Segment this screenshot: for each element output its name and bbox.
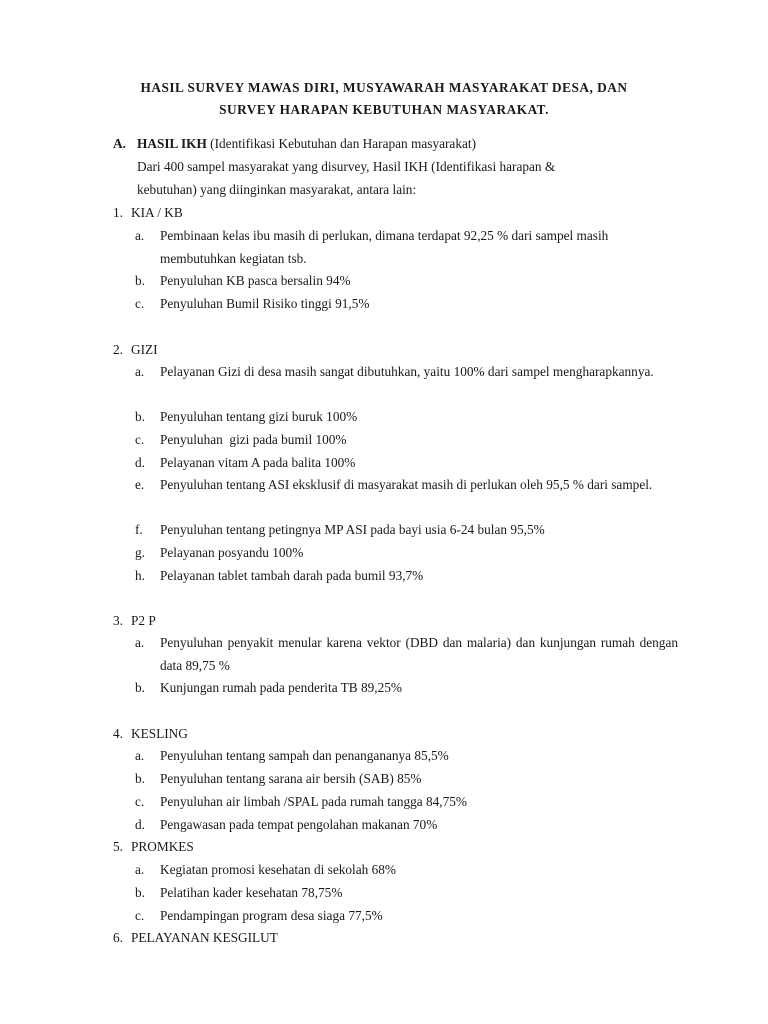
section-title: PELAYANAN KESGILUT <box>131 930 278 945</box>
section-number: 3. <box>113 613 123 628</box>
title-line-2: SURVEY HARAPAN KEBUTUHAN MASYARAKAT. <box>219 102 549 117</box>
section-heading-promkes <box>113 836 194 859</box>
section-a-letter: A. <box>113 136 126 151</box>
item-text: Pelatihan kader kesehatan 78,75% <box>160 885 343 900</box>
document-title <box>100 77 668 121</box>
item-letter: a. <box>135 635 145 650</box>
section-a-intro <box>137 156 607 201</box>
item-letter: d. <box>135 455 145 470</box>
section-heading-p2p <box>113 610 156 633</box>
title-line-1: HASIL SURVEY MAWAS DIRI, MUSYAWARAH MASYARAKAT DESA, DAN <box>140 80 628 95</box>
item-text: Pengawasan pada tempat pengolahan makanan 70% <box>160 817 438 832</box>
item-text: Penyuluhan tentang sampah dan penangananya 85,5% <box>160 748 449 763</box>
section-a-title <box>137 133 476 156</box>
item-text: Penyuluhan air limbah /SPAL pada rumah tangga 84,75% <box>160 794 468 809</box>
item-letter: a. <box>135 862 145 877</box>
item-letter: c. <box>135 296 145 311</box>
intro-line-2: kebutuhan) yang diinginkan masyarakat, antara lain: <box>137 181 417 197</box>
section-number: 6. <box>113 930 123 945</box>
item-text: Pelayanan vitam A pada balita 100% <box>160 455 356 470</box>
section-heading-kesgilut <box>113 927 278 950</box>
item-text: Pembinaan kelas ibu masih di perlukan, dimana terdapat 92,25 % dari sampel masih membutuhkan kegiatan tsb. <box>160 228 609 266</box>
item-text: Pelayanan tablet tambah darah pada bumil 93,7% <box>160 568 424 583</box>
item-text: Penyuluhan gizi pada bumil 100% <box>160 432 347 447</box>
item-letter: b. <box>135 771 145 786</box>
section-heading-gizi <box>113 339 158 362</box>
item-letter: h. <box>135 568 145 583</box>
item-text: Penyuluhan tentang petingnya MP ASI pada bayi usia 6-24 bulan 95,5% <box>160 522 545 537</box>
item-letter: c. <box>135 794 145 809</box>
item-letter: g. <box>135 545 145 560</box>
item-letter: f. <box>135 522 143 537</box>
item-text: Penyuluhan tentang gizi buruk 100% <box>160 409 358 424</box>
item-text: Penyuluhan tentang sarana air bersih (SAB) 85% <box>160 771 422 786</box>
item-letter: b. <box>135 885 145 900</box>
item-text: Penyuluhan penyakit menular karena vektor (DBD dan malaria) dan kunjungan rumah dengan data 89,75 % <box>160 635 678 673</box>
section-a-title-rest: (Identifikasi Kebutuhan dan Harapan masyarakat) <box>206 136 476 151</box>
item-letter: c. <box>135 908 145 923</box>
section-number: 4. <box>113 726 123 741</box>
section-heading-kia-kb <box>113 202 183 225</box>
section-title: PROMKES <box>131 839 194 854</box>
item-text: Pelayanan posyandu 100% <box>160 545 304 560</box>
item-letter: c. <box>135 432 145 447</box>
item-text: Penyuluhan Bumil Risiko tinggi 91,5% <box>160 296 370 311</box>
item-letter: b. <box>135 680 145 695</box>
item-letter: b. <box>135 409 145 424</box>
item-letter: a. <box>135 228 145 243</box>
section-heading-kesling <box>113 723 188 746</box>
item-text: Penyuluhan KB pasca bersalin 94% <box>160 273 351 288</box>
intro-line-1: Dari 400 sampel masyarakat yang disurvey, Hasil IKH (Identifikasi harapan & <box>137 159 556 174</box>
item-letter: e. <box>135 477 145 492</box>
item-letter: a. <box>135 748 145 763</box>
item-letter: b. <box>135 273 145 288</box>
section-a-title-bold: HASIL IKH <box>137 136 207 151</box>
section-title: KIA / KB <box>131 205 183 220</box>
section-number: 2. <box>113 342 123 357</box>
section-title: KESLING <box>131 726 188 741</box>
item-text: Penyuluhan tentang ASI eksklusif di masyarakat masih di perlukan oleh 95,5 % dari sampel. <box>160 477 653 492</box>
item-text: Kunjungan rumah pada penderita TB 89,25% <box>160 680 402 695</box>
item-text: Pendampingan program desa siaga 77,5% <box>160 908 383 923</box>
section-title: GIZI <box>131 342 158 357</box>
item-text: Pelayanan Gizi di desa masih sangat dibutuhkan, yaitu 100% dari sampel mengharapkannya. <box>160 364 654 379</box>
section-number: 5. <box>113 839 123 854</box>
item-letter: a. <box>135 364 145 379</box>
item-letter: d. <box>135 817 145 832</box>
section-title: P2 P <box>131 613 156 628</box>
item-text: Kegiatan promosi kesehatan di sekolah 68% <box>160 862 396 877</box>
section-number: 1. <box>113 205 123 220</box>
